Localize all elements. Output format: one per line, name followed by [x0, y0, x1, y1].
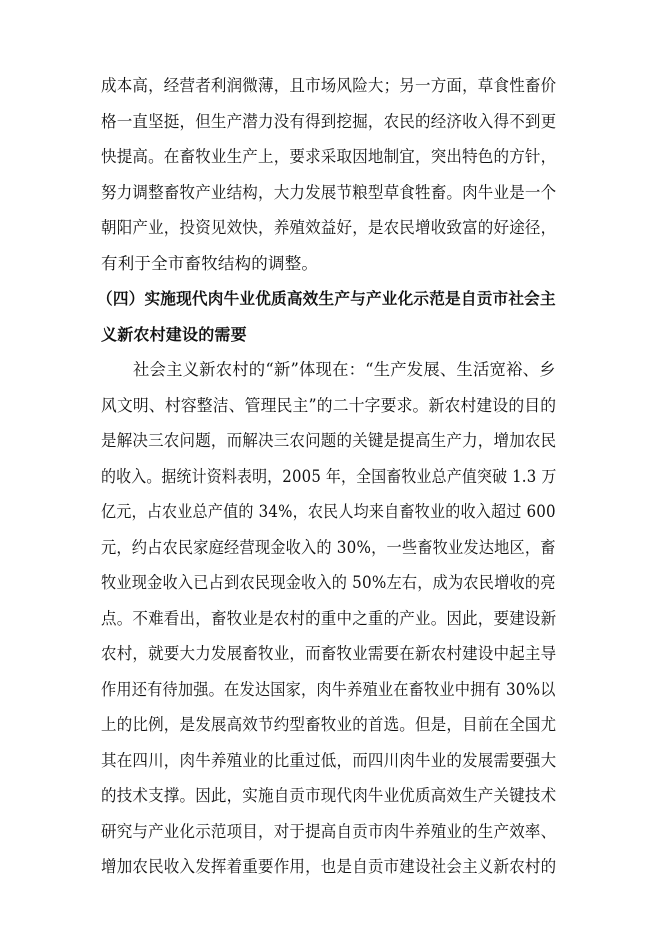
text-line: 牧业现金收入已占到农民现金收入的 50%左右，成为农民增收的亮	[101, 573, 556, 592]
heading-line: （四）实施现代肉牛业优质高效生产与产业化示范是自贡市社会主	[97, 289, 556, 308]
text-line: 农村，就要大力发展畜牧业，而畜牧业需要在新农村建设中起主导	[101, 644, 557, 663]
text-line: 增加农民收入发挥着重要作用，也是自贡市建设社会主义新农村的	[101, 857, 557, 876]
text-line: 朝阳产业，投资见效快，养殖效益好，是农民增收致富的好途径，	[101, 218, 557, 237]
text-line: 成本高，经营者利润微薄，且市场风险大；另一方面，草食性畜价	[101, 76, 557, 95]
text-line: 快提高。在畜牧业生产上，要求采取因地制宜，突出特色的方针，	[101, 147, 557, 166]
text-line: 的收入。据统计资料表明，2005 年，全国畜牧业总产值突破 1.3 万	[101, 467, 557, 486]
text-line: 的技术支撑。因此，实施自贡市现代肉牛业优质高效生产关键技术	[101, 786, 557, 805]
text-line: 格一直坚挺，但生产潜力没有得到挖掘，农民的经济收入得不到更	[101, 112, 557, 131]
text-line: 研究与产业化示范项目，对于提高自贡市肉牛养殖业的生产效率、	[101, 822, 557, 841]
text-line: 风文明、村容整洁、管理民主”的二十字要求。新农村建设的目的	[101, 396, 557, 415]
text-line: 社会主义新农村的“新”体现在：“生产发展、生活宽裕、乡	[133, 360, 556, 379]
text-line: 上的比例，是发展高效节约型畜牧业的首选。但是，目前在全国尤	[101, 715, 557, 734]
text-line: 元，约占农民家庭经营现金收入的 30%，一些畜牧业发达地区，畜	[101, 538, 556, 557]
text-line: 是解决三农问题，而解决三农问题的关键是提高生产力，增加农民	[101, 431, 557, 450]
text-line: 努力调整畜牧产业结构，大力发展节粮型草食牲畜。肉牛业是一个	[101, 183, 557, 202]
text-line: 其在四川，肉牛养殖业的比重过低，而四川肉牛业的发展需要强大	[101, 751, 557, 770]
text-line: 作用还有待加强。在发达国家，肉牛养殖业在畜牧业中拥有 30%以	[101, 680, 556, 699]
text-line: 有利于全市畜牧结构的调整。	[101, 254, 319, 273]
text-line: 点。不难看出，畜牧业是农村的重中之重的产业。因此，要建设新	[101, 609, 557, 628]
heading-line: 义新农村建设的需要	[101, 325, 247, 344]
text-line: 亿元，占农业总产值的 34%，农民人均来自畜牧业的收入超过 600	[101, 502, 556, 521]
